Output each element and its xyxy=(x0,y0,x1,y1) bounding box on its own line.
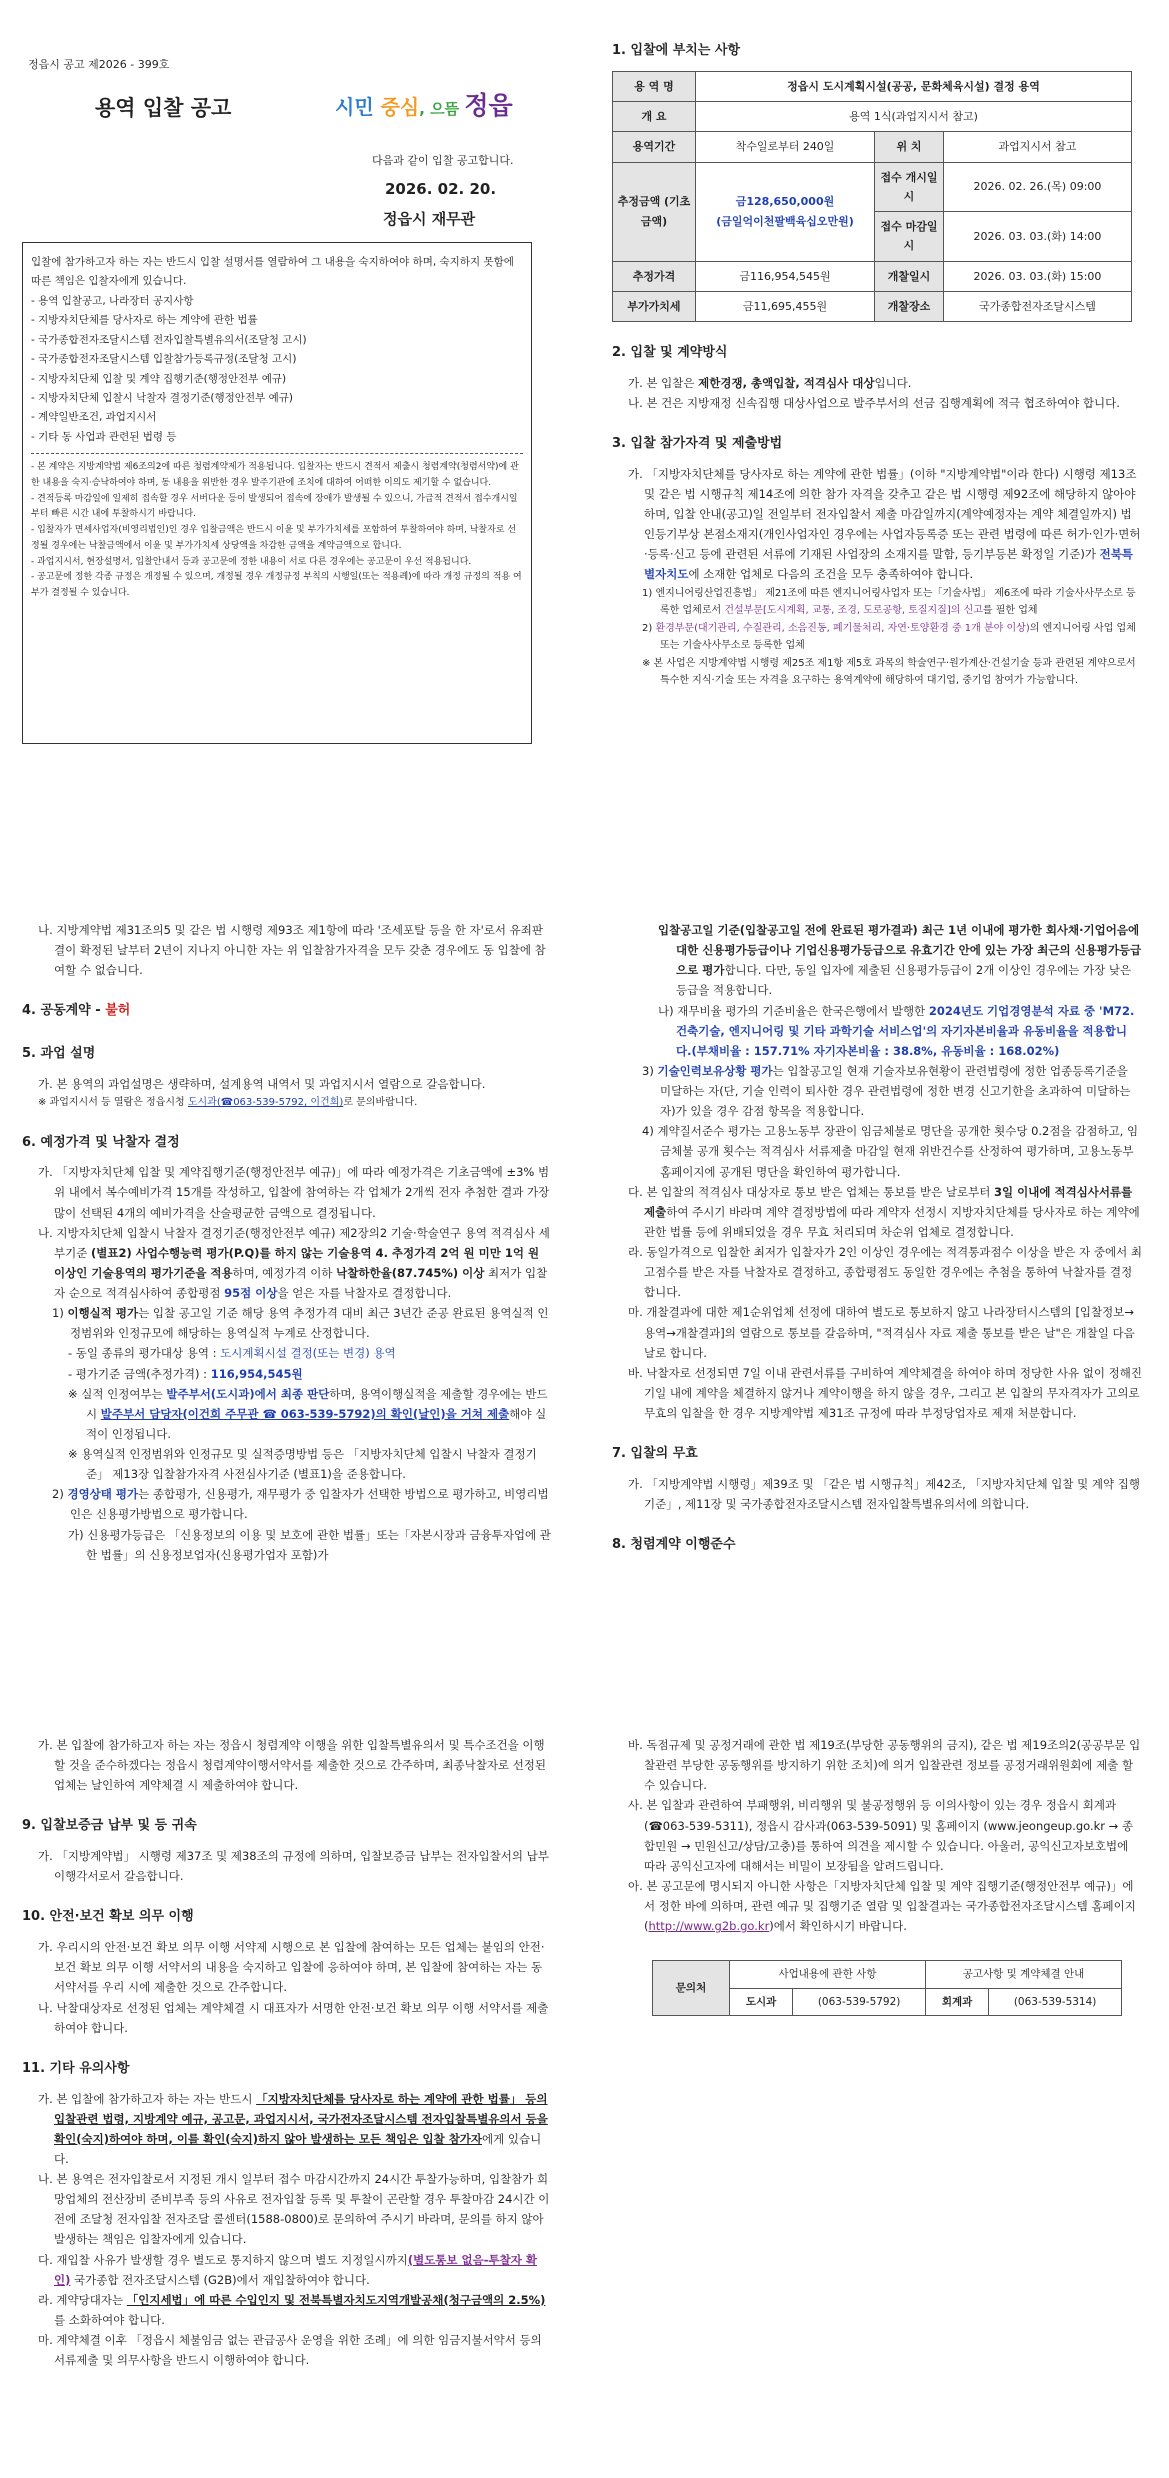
divider xyxy=(31,453,523,454)
notice-item: - 국가종합전자조달시스템 입찰참가등록규정(조달청 고시) xyxy=(31,353,297,366)
table-cell: 금11,695,455원 xyxy=(696,291,875,321)
table-label: 용 역 명 xyxy=(613,71,696,101)
issuer: 정읍시 재무관 xyxy=(383,210,476,228)
paragraph: 가) 신용평가등급은 「신용정보의 이용 및 보호에 관한 법률」또는「자본시장과 금융투자업에 관한 법률」의 신용정보업자(신용평가업자 포함)가 xyxy=(68,1527,551,1562)
table-cell: 2026. 03. 03.(화) 15:00 xyxy=(944,261,1132,291)
contact-dept: 회계과 xyxy=(925,1988,988,2015)
notice-note: - 입찰자가 면세사업자(비영리법인)인 경우 입찰금액은 반드시 이윤 및 부가가치세를 포함하여 투찰하여야 하며, 낙찰자로 선정될 경우에는 낙찰금액에서 이윤 및 부가가치세 상당액을 차감한 금액을 계약금액으로 합니다. xyxy=(31,525,517,551)
paragraph: 바. 낙찰자로 선정되면 7일 이내 관련서류를 구비하여 계약체결을 하여야 하며 정당한 사유 없이 정해진 기일 내에 계약을 체결하지 않거나 계약이행을 하지 않을 경우, 그리고 본 입찰의 무자격자가 고의로 무효의 입찰을 한 경우 지방계약법 제31조 규정에 따라 부정당업자로 제재 처분합니다. xyxy=(628,1365,1142,1420)
table-cell: 금116,954,545원 xyxy=(696,261,875,291)
paragraph: 가. 「지방자치단체를 당사자로 하는 계약에 관한 법률」(이하 "지방계약법"이라 한다) 시행령 제13조 및 같은 법 시행규칙 제14조에 의한 참가 자격을 갖추고 같은 법 시행령 제92조에 해당하지 않아야 하며, 입찰 안내(공고)일 전일부터 전자입찰서 제출 마감일까지(계약예정자는 계약 체결일까지) 법인등기부상 본점소재지(개인사업자인 경우에는 사업자등록증 또는 관련 법령에 따른 허가·인가·면허·등록·신고 등에 관련된 서류에 기재된 사업장의 소재지를 말함, 등기부등본 확정일 기준)가 전북특별자치도에 소재한 업체로 다음의 조건을 모두 충족하여야 합니다. xyxy=(628,466,1141,582)
table-label: 용역기간 xyxy=(613,132,696,162)
notice-item: - 지방자치단체 입찰시 낙찰자 결정기준(행정안전부 예규) xyxy=(31,391,293,404)
paragraph: 마. 개찰결과에 대한 제1순위업체 선정에 대하여 별도로 통보하지 않고 나라장터시스템의 [입찰정보→용역→개찰결과]의 열람으로 통보를 갈음하며, "적격심사 자료 제출 통보를 받은 날"은 개찰일 다음 날로 합니다. xyxy=(628,1305,1135,1360)
page3-right xyxy=(612,1735,1142,2016)
paragraph: 2) 경영상태 평가는 종합평가, 신용평가, 재무평가 중 입찰자가 선택한 방법으로 평가하고, 비영리법인은 신용평가방법으로 평가합니다. xyxy=(52,1487,549,1522)
doc-number: 정읍시 공고 제2026 - 399호 xyxy=(28,58,170,71)
paragraph: 가. 본 용역의 과업설명은 생략하며, 설계용역 내역서 및 과업지시서 열람으로 갈음합니다. xyxy=(38,1076,486,1091)
section-title: 10. 안전·보건 확보 의무 이행 xyxy=(22,1909,194,1925)
contact-table xyxy=(652,1960,1122,2016)
paragraph: ※ 본 사업은 지방계약법 시행령 제25조 제1항 제5호 과목의 학술연구·원가계산·건설기술 등과 관련된 계약으로서 특수한 지식·기술 또는 자격을 요구하는 용역계약에 해당하여 대기업, 중기업 참여가 가능합니다. xyxy=(642,657,1136,686)
bid-info-table xyxy=(612,71,1132,322)
section-title: 5. 과업 설명 xyxy=(22,1046,96,1062)
paragraph: 가. 「지방계약법」 시행령 제37조 및 제38조의 규정에 의하며, 입찰보증금 납부는 전자입찰서의 납부이행각서로서 갈음합니다. xyxy=(38,1849,549,1884)
paragraph: 나. 낙찰대상자로 선정된 업체는 계약체결 시 대표자가 서명한 안전·보건 확보 의무 이행 서약서를 제출하여야 합니다. xyxy=(38,2000,549,2035)
notice-item: - 기타 동 사업과 관련된 법령 등 xyxy=(31,430,177,443)
page2-right xyxy=(612,920,1142,1565)
paragraph: 마. 계약체결 이후 「정읍시 체불임금 없는 관급공사 운영을 위한 조례」에 의한 임금지불서약서 등의 서류제출 및 의무사항을 반드시 이행하여야 합니다. xyxy=(38,2333,542,2368)
paragraph: 나. 본 건은 지방재정 신속집행 대상사업으로 발주부서의 선금 집행계획에 적극 협조하여야 합니다. xyxy=(628,395,1120,410)
notice-note: - 과업지시서, 현장설명서, 입찰안내서 등과 공고문에 정한 내용이 서로 다른 경우에는 공고문이 우선 적용됩니다. xyxy=(31,556,472,567)
table-cell: 2026. 03. 03.(화) 14:00 xyxy=(944,212,1132,262)
page1-right xyxy=(612,40,1142,690)
table-label: 개찰장소 xyxy=(875,291,944,321)
section-title: 2. 입찰 및 계약방식 xyxy=(612,345,728,360)
paragraph: 2) 환경부문(대기관리, 수질관리, 소음진동, 폐기물처리, 자연·토양환경 중 1개 분야 이상)의 엔지니어링 사업 업체 또는 기술사사무소로 등록한 업체 xyxy=(642,622,1136,651)
city-logo: 시민 중심, 으뜸 정읍 xyxy=(335,91,513,120)
table-label: 위 치 xyxy=(875,132,944,162)
paragraph: 사. 본 입찰과 관련하여 부패행위, 비리행위 및 불공정행위 등 이의사항이 있는 경우 정읍시 회계과(☎063-539-5311), 정읍시 감사과(063-539-5091) 및 홈페이지 (www.jeongeup.go.kr → 종합민원 → 민원신고/상담/고충)를 통하여 의견을 제시할 수 있습니다. 아울러, 공익신고자보호법에 따라 공익신고자에 대해서는 비밀이 보장됨을 알려드립니다. xyxy=(628,1798,1134,1873)
paragraph: 가. 「지방계약법 시행령」제39조 및 「같은 법 시행규칙」제42조, 「지방자치단체 입찰 및 계약 집행기준」, 제11장 및 국가종합전자조달시스템 전자입찰특별유의서에 의합니다. xyxy=(628,1476,1140,1511)
contact-header: 공고사항 및 계약체결 안내 xyxy=(925,1961,1121,1988)
contact-dept: 도시과 xyxy=(730,1988,793,2015)
table-label: 개찰일시 xyxy=(875,261,944,291)
section-title: 1. 입찰에 부치는 사항 xyxy=(612,43,741,58)
page3-left xyxy=(22,1735,552,2370)
paragraph: 라. 동일가격으로 입찰한 최저가 입찰자가 2인 이상인 경우에는 적격통과점수 이상을 받은 자 중에서 최고점수를 받은 자를 낙찰자로 결정하고, 종합평점도 동일한 경우에는 추첨을 통하여 낙찰자를 결정합니다. xyxy=(628,1245,1142,1300)
notice-item: - 지방자치단체 입찰 및 계약 집행기준(행정안전부 예규) xyxy=(31,372,287,385)
paragraph: 나. 지방계약법 제31조의5 및 같은 법 시행령 제93조 제1항에 따라 '조세포탈 등을 한 자'로서 유죄판결이 확정된 날부터 2년이 지나지 아니한 자는 위 입찰참가자격을 모두 갖춘 경우에도 동 입찰에 참여할 수 없습니다. xyxy=(38,923,546,978)
section-title: 9. 입찰보증금 납부 및 등 귀속 xyxy=(22,1818,197,1834)
notice-item: - 계약일반조건, 과업지시서 xyxy=(31,411,157,424)
paragraph: 가. 본 입찰에 참가하고자 하는 자는 정읍시 청렴계약 이행을 위한 입찰특별유의서 및 특수조건을 이행할 것을 준수하겠다는 정읍시 청렴계약이행서약서를 제출한 것으로 간주하며, 최종낙찰자로 선정된 업체는 날인하여 계약체결 시 제출하여야 합니다. xyxy=(38,1738,547,1793)
paragraph: 가. 우리시의 안전·보건 확보 의무 이행 서약제 시행으로 본 입찰에 참여하는 모든 업체는 붙임의 안전·보건 확보 의무 이행 서약서의 내용을 숙지하고 입찰에 응하여야 하며, 본 입찰에 참여하는 자는 동 서약서를 우리 시에 제출한 것으로 간주합니다. xyxy=(38,1940,545,1995)
paragraph: 아. 본 공고문에 명시되지 아니한 사항은「지방자치단체 입찰 및 계약 집행기준(행정안전부 예규)」에서 정한 바에 의하며, 관련 예규 및 집행기준 열람 및 입찰결과는 국가종합전자조달시스템 홈페이지(http://www.g2b.go.kr)에서 확인하시기 바랍니다. xyxy=(628,1878,1136,1934)
page2-left xyxy=(22,920,552,1565)
notice-intro: 입찰에 참가하고자 하는 자는 반드시 입찰 설명서를 열람하여 그 내용을 숙지하여야 하며, 숙지하지 못함에 따른 책임은 입찰자에게 있습니다. xyxy=(31,256,514,288)
table-label: 부가가치세 xyxy=(613,291,696,321)
section-title: 4. 공동계약 - 불허 xyxy=(22,1003,131,1019)
section-title: 11. 기타 유의사항 xyxy=(22,2060,130,2076)
contact-label: 문의처 xyxy=(653,1961,730,2016)
issue-date: 2026. 02. 20. xyxy=(385,180,497,198)
notice-box xyxy=(22,242,532,744)
contact-phone: (063-539-5792) xyxy=(793,1988,926,2015)
section-title: 6. 예정가격 및 낙찰자 결정 xyxy=(22,1134,180,1150)
paragraph: 바. 독점규제 및 공정거래에 관한 법 제19조(부당한 공동행위의 금지), 같은 법 제19조의2(공공부문 입찰관련 부당한 공동행위를 방지하기 위한 조치)에 의거 입찰관련 정보를 공정거래위원회에 제출 할 수 있습니다. xyxy=(628,1738,1141,1793)
section-title: 3. 입찰 참가자격 및 제출방법 xyxy=(612,436,783,451)
table-cell: 과업지시서 참고 xyxy=(944,132,1132,162)
table-label: 접수 마감일시 xyxy=(875,212,944,262)
estimated-amount-words: (금일억이천팔백육십오만원) xyxy=(716,214,854,228)
paragraph: ※ 실적 인정여부는 발주부서(도시과)에서 최종 판단하며, 용역이행실적을 제출할 경우에는 반드시 발주부서 담당자(이건희 주무관 ☎ 063-539-5792)의 확인(날인)을 거쳐 제출해야 실적이 인정됩니다. xyxy=(68,1386,548,1441)
notice-item: - 지방자치단체를 당사자로 하는 계약에 관한 법률 xyxy=(31,314,258,327)
paragraph: 3) 기술인력보유상황 평가는 입찰공고일 현재 기술자보유현황이 관련법령에 정한 업종등록기준을 미달하는 자(단, 기술 인력이 퇴사한 경우 관련법령에 정한 변경 신고기한을 초과하여 미달하는 자)가 있을 경우 감점 항목을 적용합니다. xyxy=(642,1063,1131,1119)
notice-item: - 국가종합전자조달시스템 전자입찰특별유의서(조달청 고시) xyxy=(31,333,307,346)
paragraph: 가. 본 입찰에 참가하고자 하는 자는 반드시 「지방자치단체를 당사자로 하는 계약에 관한 법률」 등의 입찰관련 법령, 지방계약 예규, 공고문, 과업지시서, 국가전자조달시스템 전자입찰특별유의서 등을 확인(숙지)하여야 하며, 이를 확인(숙지)하지 않아 발생하는 모든 책임은 입찰 참가자에게 있습니다. xyxy=(38,2091,548,2166)
notice-item: - 용역 입찰공고, 나라장터 공지사항 xyxy=(31,294,194,307)
paragraph: 나. 지방자치단체 입찰시 낙찰자 결정기준(행정안전부 예규) 제2장의2 기술·학술연구 용역 적격심사 세부기준 (별표2) 사업수행능력 평가(P.Q)를 하지 않는 기술용역 4. 추정가격 2억 원 미만 1억 원 이상인 기술용역의 평가기준을 적용하며, 예정가격 이하 낙찰하한율(87.745%) 이상 최저가 입찰자 순으로 적격심사하여 종합평점 95점 이상을 얻은 자를 낙찰자로 결정합니다. xyxy=(38,1225,550,1300)
notice-note: - 견적등록 마감일에 일제히 접속할 경우 서버다운 등이 발생되어 접속에 장애가 발생될 수 있으니, 가급적 견적서 접수개시일부터 빠른 시간 내에 투찰하시기 바랍니다. xyxy=(31,493,518,520)
contact-phone: (063-539-5314) xyxy=(989,1988,1122,2015)
section-title: 8. 청렴계약 이행준수 xyxy=(612,1537,736,1553)
estimated-amount: 금128,650,000원 xyxy=(735,195,835,209)
table-cell xyxy=(696,162,875,261)
paragraph: 입찰공고일 기준(입찰공고일 전에 완료된 평가결과) 최근 1년 이내에 평가한 회사채·기업어음에 대한 신용평가등급이나 기업신용평가등급으로 유효기간 안에 있는 가장 최근의 신용평가등급으로 평가합니다. 다만, 동일 입자에 제출된 신용평가등급이 2개 이상인 경우에는 가장 낮은 등급을 적용합니다. xyxy=(658,923,1142,998)
table-cell: 용역 1식(과업지시서 참고) xyxy=(696,102,1132,132)
paragraph: 나) 재무비율 평가의 기준비율은 한국은행에서 발행한 2024년도 기업경영분석 자료 중 'M72. 건축기술, 엔지니어링 및 기타 과학기술 서비스업'의 자기자본비율과 유동비율을 적용합니다.(부채비율 : 157.71% 자기자본비율 : 38.8%, 유동비율 : 168.02%) xyxy=(658,1003,1135,1058)
paragraph: 다. 재입찰 사유가 발생할 경우 별도로 통지하지 않으며 별도 지정일시까지(별도통보 없음-투찰자 확인) 국가종합 전자조달시스템 (G2B)에서 재입찰하여야 합니다. xyxy=(38,2252,537,2287)
paragraph: 1) 엔지니어링산업진흥법」 제21조에 따른 엔지니어링사업자 또는「기술사법」 제6조에 따라 기술사사무소로 등록한 업체로서 건설부문[도시계획, 교통, 조경, 도로공항, 토질지질]의 신고를 필한 업체 xyxy=(642,587,1136,616)
table-label: 접수 개시일시 xyxy=(875,162,944,212)
paragraph: 가. 「지방자치단체 입찰 및 계약집행기준(행정안전부 예규)」에 따라 예정가격은 기초금액에 ±3% 범위 내에서 복수예비가격 15개를 작성하고, 입찰에 참여하는 각 업체가 2개씩 전자 추첨한 결과 가장 많이 선택된 4개의 예비가격을 산술평균한 금액으로 결정됩니다. xyxy=(38,1165,550,1220)
paragraph: 라. 계약당대자는 「인지세법」에 따른 수입인지 및 전북특별자치도지역개발공채(청구금액의 2.5%)를 소화하여야 합니다. xyxy=(38,2292,546,2327)
table-label: 추정가격 xyxy=(613,261,696,291)
table-cell: 착수일로부터 240일 xyxy=(696,132,875,162)
notice-note: - 공고문에 정한 각종 규정은 개정될 수 있으며, 개정될 경우 개정규정 부칙의 시행일(또는 적용례)에 따라 개정 규정의 적용 여부가 결정될 수 있습니다. xyxy=(31,572,522,599)
paragraph: ※ 용역실적 인정범위와 인정규모 및 실적증명방법 등은 「지방자치단체 입찰시 낙찰자 결정기준」 제13장 입찰참가자격 사전심사기준 (별표1)을 준용합니다. xyxy=(68,1447,537,1482)
page-title: 용역 입찰 공고 xyxy=(95,96,232,120)
table-label: 추정금액 (기초금액) xyxy=(613,162,696,261)
table-cell: 국가종합전자조달시스템 xyxy=(944,291,1132,321)
table-cell: 2026. 02. 26.(목) 09:00 xyxy=(944,162,1132,212)
paragraph: 1) 이행실적 평가는 입찰 공고일 기준 해당 용역 추정가격 대비 최근 3년간 준공 완료된 용역실적 인정범위와 인정규모에 해당하는 용역실적 누계로 산정합니다. xyxy=(52,1306,549,1341)
paragraph: ※ 과업지시서 등 열람은 정읍시청 도시과(☎063-539-5792, 이건희)로 문의바랍니다. xyxy=(38,1097,418,1108)
paragraph: - 평가기준 금액(추정가격) : 116,954,545원 xyxy=(68,1366,303,1381)
paragraph: 다. 본 입찰의 적격심사 대상자로 통보 받은 업체는 통보를 받은 날로부터 3일 이내에 적격심사서류를 제출하여 주시기 바라며 계약 결정방법에 따라 계약자 선정시 지방자치단체를 당사자로 하는 계약에 관한 법률 등에 위배되었을 경우 무효 처리되며 차순위 업체로 결정합니다. xyxy=(628,1184,1140,1239)
paragraph: 나. 본 용역은 전자입찰로서 지정된 개시 일부터 접수 마감시간까지 24시간 투찰가능하며, 입찰참가 희망업체의 전산장비 준비부족 등의 사유로 전자입찰 등록 및 투찰이 곤란할 경우 투찰마감 24시간 이전에 조달청 전자입찰 전자조달 콜센터(1588-0800)로 문의하여 주시기 바라며, 문의를 하지 않아 발생하는 책임은 입찰자에게 있습니다. xyxy=(38,2172,550,2247)
paragraph: 가. 본 입찰은 제한경쟁, 총액입찰, 적격심사 대상입니다. xyxy=(628,375,912,390)
table-cell: 정읍시 도시계획시설(공공, 문화체육시설) 결정 용역 xyxy=(696,71,1132,101)
notice-note: - 본 계약은 지방계약법 제6조의2에 따른 청렴계약제가 적용됩니다. 입찰자는 반드시 견적서 제출시 청렴계약(청렴서약)에 관한 내용을 숙지·승낙하여야 하며, 동 내용을 위반한 경우 발주기관에 조치에 대하여 어떠한 이의도 제기할 수 없습니다. xyxy=(31,462,519,488)
section-title: 7. 입찰의 무효 xyxy=(612,1446,698,1462)
paragraph: 4) 계약질서준수 평가는 고용노동부 장관이 임금체불로 명단을 공개한 횟수당 0.2점을 감점하고, 임금체불 공개 횟수는 적격심사 서류제출 마감일 현재 위반건수를 산정하여 평가하며, 고용노동부 홈페이지에 공개된 명단을 확인하여 평가합니다. xyxy=(642,1124,1139,1179)
g2b-link[interactable]: http://www.g2b.go.kr xyxy=(648,1919,770,1934)
table-label: 개 요 xyxy=(613,102,696,132)
contact-header: 사업내용에 관한 사항 xyxy=(730,1961,926,1988)
intro-text: 다음과 같이 입찰 공고합니다. xyxy=(372,154,514,167)
paragraph: - 동일 종류의 평가대상 용역 : 도시계획시설 결정(또는 변경) 용역 xyxy=(68,1346,396,1361)
